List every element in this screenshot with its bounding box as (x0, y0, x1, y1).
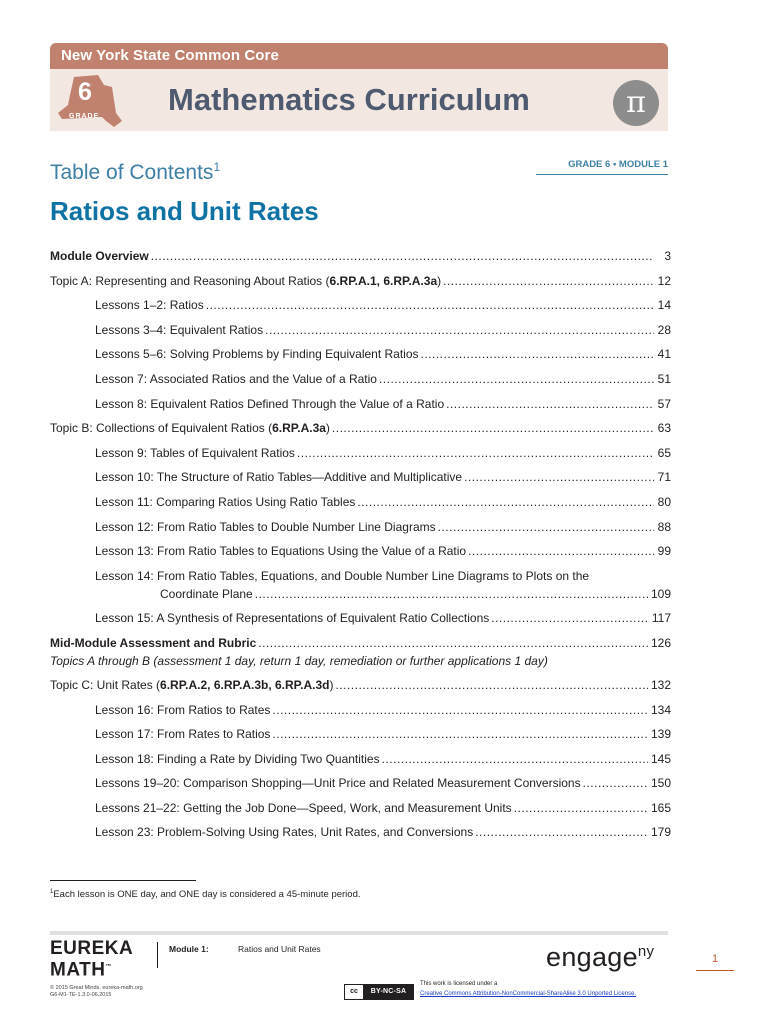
toc-entry-lesson-14[interactable] (50, 568, 671, 586)
dot-leader (332, 420, 654, 437)
topic-c-prefix: Topic C: Unit Rates ( (50, 677, 161, 692)
dot-leader (443, 273, 654, 290)
toc-entry-label: Lesson 8: Equivalent Ratios Defined Through the Value of a Ratio (95, 396, 445, 411)
footer-module-title: Ratios and Unit Rates (238, 944, 321, 954)
toc-entry-lesson[interactable] (50, 322, 671, 347)
footnote (50, 889, 361, 900)
toc-entry-label: Lesson 23: Problem-Solving Using Rates, Unit Rates, and Conversions (95, 825, 474, 840)
toc-page-number: 165 (650, 800, 671, 815)
toc-page-number: 132 (650, 677, 671, 692)
toc-entry-lesson[interactable] (50, 800, 671, 825)
toc-entry-topic-a[interactable] (50, 273, 671, 298)
toc-entry-lesson[interactable] (50, 297, 671, 322)
toc-entry-label: Lesson 18: Finding a Rate by Dividing Two Quantities (95, 751, 380, 766)
toc-page-number: 63 (657, 421, 671, 436)
toc-entry-label: Lesson 9: Tables of Equivalent Ratios (95, 445, 295, 460)
eureka-math-logo (50, 940, 140, 979)
toc-page-number: 88 (657, 519, 671, 534)
dot-leader (514, 800, 648, 817)
toc-page-number: 3 (664, 249, 671, 263)
grade-module-label: GRADE 6 • MODULE 1 (536, 159, 668, 175)
toc-entry-lesson[interactable] (50, 543, 671, 568)
document-code: G6-M1-TE-1.3.0-06.2015 (50, 992, 112, 998)
toc-entry-lesson[interactable] (50, 702, 671, 727)
license-text: This work is licensed under a (420, 981, 498, 987)
toc-entry-label: Lesson 17: From Rates to Ratios (95, 727, 271, 742)
toc-entry-label (50, 677, 333, 694)
toc-page-number: 99 (657, 544, 671, 559)
toc-entry-label: Lessons 21–22: Getting the Job Done—Speed, Work, and Measurement Units (95, 800, 512, 815)
toc-entry-label: Lessons 5–6: Solving Problems by Finding Equivalent Ratios (95, 347, 419, 362)
dot-leader (382, 751, 648, 768)
dot-leader (438, 519, 654, 536)
dot-leader (272, 702, 648, 719)
dot-leader (357, 494, 654, 511)
toc-entry-label: Lesson 15: A Synthesis of Representations of Equivalent Ratio Collections (95, 611, 490, 626)
toc-heading (50, 161, 220, 185)
topic-c-standards: 6.RP.A.2, 6.RP.A.3b, 6.RP.A.3d (160, 677, 330, 692)
eureka-logo-math: MATH (50, 959, 106, 981)
toc-page-number: 134 (650, 702, 671, 717)
topic-b-standards: 6.RP.A.3a (272, 421, 326, 436)
toc-entry-label: Lesson 13: From Ratio Tables to Equations Using the Value of a Ratio (95, 544, 467, 559)
toc-entry-label: Coordinate Plane (160, 586, 253, 601)
footer-separator (157, 942, 158, 968)
toc-entry-label: Lesson 11: Comparing Ratios Using Ratio Tables (95, 494, 356, 509)
engageny-logo (546, 942, 654, 973)
dot-leader (468, 543, 654, 560)
toc-entry-lesson[interactable] (50, 610, 671, 635)
toc-page-number: 109 (650, 586, 671, 601)
dot-leader (491, 610, 649, 627)
footnote-divider (50, 880, 196, 881)
toc-footnote-mark: 1 (213, 160, 221, 174)
dot-leader (446, 396, 654, 413)
toc-entry-lesson[interactable] (50, 469, 671, 494)
toc-entry-mid-module-assessment[interactable] (50, 635, 671, 653)
dot-leader (272, 726, 648, 743)
footnote-mark: 1 (50, 888, 54, 895)
license-link[interactable]: Creative Commons Attribution-NonCommercial-ShareAlike 3.0 Unported License. (420, 991, 637, 997)
dot-leader (206, 297, 654, 314)
dot-leader (379, 371, 654, 388)
toc-entry-module-overview[interactable] (50, 248, 671, 273)
toc-entry-lesson[interactable] (50, 726, 671, 751)
dot-leader (297, 445, 654, 462)
toc-entry-label: Lesson 16: From Ratios to Rates (95, 702, 271, 717)
eureka-logo-line1: EUREKA (50, 938, 134, 959)
dot-leader (583, 775, 648, 792)
toc-page-number: 14 (657, 298, 671, 313)
toc-entry-topic-c[interactable] (50, 677, 671, 702)
toc-page-number: 179 (650, 825, 671, 840)
toc-entry-label: Lessons 3–4: Equivalent Ratios (95, 322, 264, 337)
toc-entry-lesson[interactable] (50, 494, 671, 519)
copyright-notice (50, 985, 143, 999)
cc-license-code: BY-NC-SA (364, 985, 413, 999)
cc-symbol: cc (345, 985, 364, 999)
toc-entry-label: Lesson 14: From Ratio Tables, Equations, and Double Number Line Diagrams to Plots on the (95, 568, 590, 583)
toc-entry-label (50, 420, 330, 437)
engage-ny-text: ny (637, 943, 655, 960)
toc-page-number: 150 (650, 776, 671, 791)
toc-heading-text: Table of Contents (50, 161, 214, 184)
footer-module-label: Module 1: (169, 944, 209, 954)
mid-module-note: Topics A through B (assessment 1 day, return 1 day, remediation or further applications 1 day) (50, 653, 548, 668)
dot-leader (265, 322, 654, 339)
toc-entry-label: Lessons 19–20: Comparison Shopping—Unit Price and Related Measurement Conversions (95, 776, 581, 791)
toc-entry-label: Mid-Module Assessment and Rubric (50, 635, 257, 650)
toc-page-number: 65 (657, 445, 671, 460)
toc-entry-label: Module Overview (50, 249, 149, 263)
curriculum-title: Mathematics Curriculum (168, 82, 530, 117)
toc-page-number: 41 (657, 347, 671, 362)
toc-page-number: 139 (650, 727, 671, 742)
toc-page-number: 51 (657, 371, 671, 386)
topic-a-standards: 6.RP.A.1, 6.RP.A.3a (329, 273, 438, 288)
grade-label: GRADE (69, 113, 100, 120)
dot-leader (258, 635, 648, 652)
dot-leader (421, 346, 654, 363)
grade-number: 6 (78, 78, 92, 106)
banner-text: New York State Common Core (61, 47, 279, 64)
toc-entry-topic-b[interactable] (50, 420, 671, 445)
toc-entry-lesson[interactable] (50, 346, 671, 371)
dot-leader (464, 469, 654, 486)
eureka-logo-line2 (50, 958, 140, 979)
copyright-line: © 2015 Great Minds. eureka-math.org (50, 985, 143, 991)
dot-leader (475, 824, 648, 841)
toc-page-number: 117 (651, 611, 671, 626)
toc-entry-lesson[interactable] (50, 775, 671, 800)
dot-leader (255, 586, 648, 603)
creative-commons-badge-icon (344, 984, 414, 1000)
topic-a-suffix: ) (437, 273, 442, 288)
toc-entry-label: Lesson 7: Associated Ratios and the Value of a Ratio (95, 371, 377, 386)
engage-text: engage (546, 942, 638, 972)
toc-entry-lesson[interactable] (50, 751, 671, 776)
topic-b-suffix: ) (325, 421, 330, 436)
dot-leader (151, 248, 654, 265)
table-of-contents (50, 248, 671, 849)
module-title: Ratios and Unit Rates (50, 196, 319, 226)
toc-page-number: 28 (657, 322, 671, 337)
dot-leader (335, 677, 648, 694)
toc-entry-lesson[interactable] (50, 445, 671, 470)
toc-page-number: 12 (657, 273, 671, 288)
toc-entry-label (50, 273, 441, 290)
toc-entry-label: Lesson 10: The Structure of Ratio Tables—Additive and Multiplicative (95, 470, 463, 485)
topic-c-suffix: ) (329, 677, 334, 692)
toc-page-number: 126 (650, 635, 671, 650)
footer-divider (50, 931, 668, 935)
toc-page-number: 80 (657, 494, 671, 509)
trademark-mark: ™ (105, 964, 112, 970)
topic-b-prefix: Topic B: Collections of Equivalent Ratios ( (50, 421, 273, 436)
footnote-text: Each lesson is ONE day, and ONE day is considered a 45-minute period. (53, 889, 361, 900)
header-banner (50, 43, 668, 69)
toc-entry-lesson[interactable] (50, 519, 671, 544)
toc-page-number: 145 (650, 751, 671, 766)
toc-entry-lesson[interactable] (50, 396, 671, 421)
page-number: 1 (696, 953, 734, 971)
topic-a-prefix: Topic A: Representing and Reasoning About Ratios ( (50, 273, 330, 288)
toc-entry-lesson[interactable] (50, 824, 671, 849)
toc-entry-label: Lessons 1–2: Ratios (95, 298, 204, 313)
toc-page-number: 57 (657, 396, 671, 411)
toc-entry-lesson-14-continued[interactable] (50, 586, 671, 611)
toc-entry-label: Lesson 12: From Ratio Tables to Double Number Line Diagrams (95, 519, 436, 534)
toc-page-number: 71 (657, 470, 671, 485)
toc-entry-lesson[interactable] (50, 371, 671, 396)
pi-icon: π (613, 80, 659, 126)
